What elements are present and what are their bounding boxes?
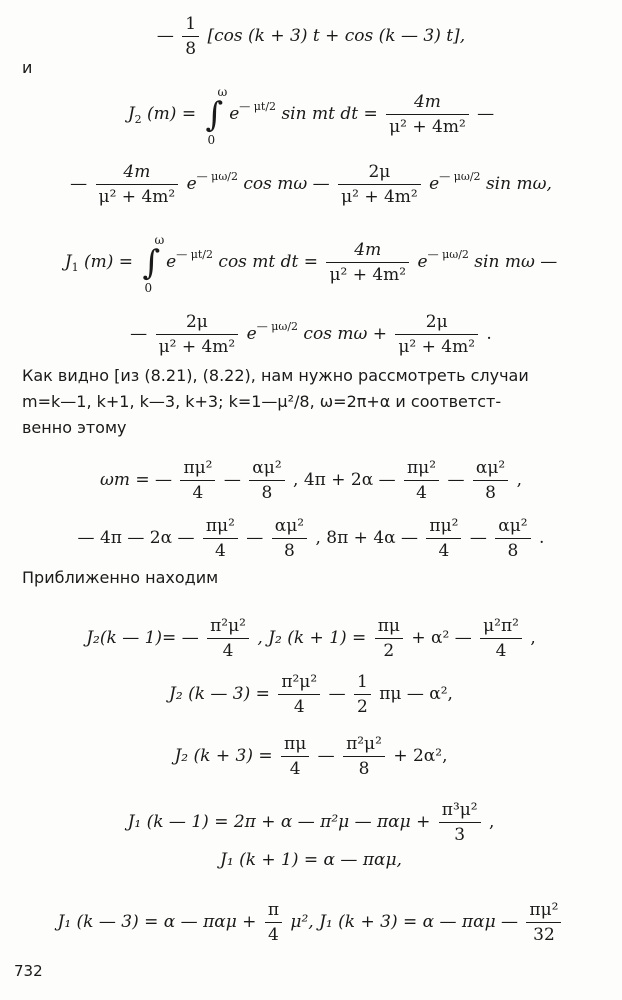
denominator: 4	[278, 694, 320, 717]
formula-j2-values	[0, 616, 622, 661]
numerator: πμ²	[429, 516, 459, 536]
numerator: π³μ²	[441, 800, 478, 820]
text: —	[471, 104, 495, 124]
fraction	[156, 312, 239, 357]
fraction	[182, 14, 199, 59]
denominator: 8	[272, 538, 307, 561]
fraction	[207, 616, 249, 661]
numerator: π	[267, 900, 280, 920]
text: sin mω,	[480, 174, 552, 194]
text: J₁ (k — 3) = α — παμ +	[57, 912, 262, 932]
fraction	[326, 240, 409, 285]
text: —	[442, 470, 470, 490]
denominator: μ² + 4m²	[338, 184, 421, 207]
text: e	[423, 174, 440, 194]
fraction	[375, 616, 403, 661]
numerator: πμ	[377, 616, 400, 636]
denominator: 4	[480, 638, 522, 661]
fraction	[272, 516, 307, 561]
numerator: αμ²	[252, 458, 282, 478]
text: ,	[524, 628, 536, 648]
text: .	[481, 324, 492, 344]
text: (m) =	[141, 104, 202, 124]
text: sin mt dt =	[276, 104, 384, 124]
numerator: π²μ²	[346, 734, 382, 754]
formula-cos-sum	[0, 14, 622, 59]
text: J₁ (k + 1) = α — παμ,	[220, 850, 402, 870]
fraction	[404, 458, 439, 503]
fraction	[473, 458, 508, 503]
exponent: — μω/2	[427, 248, 469, 261]
denominator: 8	[495, 538, 530, 561]
numerator: π²μ²	[210, 616, 246, 636]
text: J	[64, 252, 72, 272]
denominator: 2	[375, 638, 403, 661]
denominator: 4	[207, 638, 249, 661]
integral-sign: ∫ ω 0	[205, 84, 228, 147]
formula-j1-k-plus-1	[0, 850, 622, 870]
text: J₂(k — 1)= —	[86, 628, 205, 648]
numerator: 2μ	[368, 162, 391, 182]
text: —	[156, 26, 180, 46]
text: sin mω —	[468, 252, 558, 272]
denominator: μ² + 4m²	[395, 334, 478, 357]
text: — 4π — 2α —	[77, 528, 200, 548]
numerator: 2μ	[185, 312, 208, 332]
paragraph-line-2	[0, 392, 622, 412]
denominator: 3	[439, 822, 481, 845]
numerator: πμ²	[183, 458, 213, 478]
denominator: 4	[265, 922, 282, 945]
text: e	[166, 252, 177, 272]
fraction	[203, 516, 238, 561]
fraction	[281, 734, 309, 779]
numerator: αμ²	[475, 458, 506, 478]
text: —	[130, 324, 153, 344]
denominator: 8	[182, 36, 199, 59]
exponent: — μω/2	[439, 170, 481, 183]
text: m=k—1, k+1, k—3, k+3; k=1—μ²/8, ω=2π+α и соответст-	[22, 392, 502, 411]
text: J₂ (k — 3) =	[169, 684, 276, 704]
exponent: — μω/2	[196, 170, 238, 183]
fraction	[439, 800, 481, 845]
fraction	[265, 900, 282, 945]
denominator: 8	[249, 480, 284, 503]
fraction	[343, 734, 385, 779]
text: + 2α²,	[387, 746, 448, 766]
formula-j2-k-minus-3	[0, 672, 622, 717]
text: Приближенно находим	[22, 568, 219, 587]
denominator: 2	[354, 694, 371, 717]
text: , 4π + 2α —	[287, 470, 401, 490]
fraction	[354, 672, 371, 717]
conjunction	[0, 58, 622, 78]
lower-limit: 0	[144, 280, 153, 295]
fraction	[278, 672, 320, 717]
upper-limit: ω	[154, 232, 165, 247]
text: —	[464, 528, 493, 548]
denominator: 8	[473, 480, 508, 503]
denominator: 4	[180, 480, 215, 503]
fraction	[480, 616, 522, 661]
upper-limit: ω	[217, 84, 228, 99]
subscript: 2	[134, 113, 142, 126]
fraction	[395, 312, 478, 357]
text: J₁ (k — 1) = 2π + α — π²μ — παμ +	[127, 812, 436, 832]
fraction	[386, 92, 469, 137]
subscript: 1	[71, 261, 79, 274]
text: + α² —	[405, 628, 478, 648]
fraction	[180, 458, 215, 503]
numerator: αμ²	[274, 516, 305, 536]
text: и	[22, 58, 33, 77]
text: —	[218, 470, 247, 490]
numerator: αμ²	[498, 516, 528, 536]
denominator: 4	[203, 538, 238, 561]
text: , J₂ (k + 1) =	[251, 628, 372, 648]
text: , 8π + 4α —	[310, 528, 424, 548]
numerator: 4m	[354, 240, 382, 260]
text: μ², J₁ (k + 3) = α — παμ —	[285, 912, 524, 932]
formula-j2-integral	[0, 84, 622, 147]
denominator: 32	[526, 922, 561, 945]
text: —	[70, 174, 93, 194]
text: J	[127, 104, 135, 124]
numerator: πμ²	[407, 458, 437, 478]
formula-j1-result	[0, 312, 622, 357]
formula-j1-integral	[0, 232, 622, 295]
paragraph-line-1	[0, 366, 622, 386]
exponent: — μt/2	[239, 100, 277, 113]
numerator: πμ	[284, 734, 307, 754]
fraction	[426, 516, 461, 561]
lower-limit: 0	[207, 132, 216, 147]
numerator: 1	[185, 14, 197, 34]
page-number: 732	[14, 962, 43, 980]
numerator: πμ²	[529, 900, 559, 920]
fraction	[495, 516, 530, 561]
text: ωm = —	[99, 470, 178, 490]
text: e	[412, 252, 428, 272]
text: cos mt dt =	[213, 252, 324, 272]
formula-j1-k-minus-1	[0, 800, 622, 845]
numerator: 2μ	[425, 312, 448, 332]
exponent: — μω/2	[256, 320, 299, 333]
text: e	[229, 104, 240, 124]
denominator: 8	[343, 756, 385, 779]
denominator: μ² + 4m²	[156, 334, 239, 357]
text: —	[312, 746, 341, 766]
numerator: πμ²	[205, 516, 235, 536]
formula-j1-k-3	[0, 900, 622, 945]
denominator: 4	[281, 756, 309, 779]
fraction	[96, 162, 179, 207]
denominator: 4	[426, 538, 461, 561]
text: ,	[483, 812, 495, 832]
denominator: μ² + 4m²	[326, 262, 409, 285]
text: .	[533, 528, 545, 548]
text: —	[323, 684, 351, 704]
denominator: 4	[404, 480, 439, 503]
text: J₂ (k + 3) =	[174, 746, 279, 766]
numerator: 4m	[413, 92, 441, 112]
numerator: 4m	[123, 162, 151, 182]
formula-omega-m	[0, 458, 622, 503]
formula-j2-result	[0, 162, 622, 207]
text: венно этому	[22, 418, 127, 437]
paragraph-line-3	[0, 418, 622, 438]
numerator: π²μ²	[281, 672, 318, 692]
paragraph-approx	[0, 568, 622, 588]
formula-omega-m-2	[0, 516, 622, 561]
fraction	[338, 162, 421, 207]
numerator: 1	[356, 672, 368, 692]
text: ,	[511, 470, 523, 490]
text: cos mω —	[238, 174, 336, 194]
formula-j2-k-plus-3	[0, 734, 622, 779]
text: e	[241, 324, 257, 344]
fraction	[526, 900, 561, 945]
text: Как видно [из (8.21), (8.22), нам нужно рассмотреть случаи	[22, 366, 529, 385]
text: (m) =	[78, 252, 139, 272]
text: [cos (k + 3) t + cos (k — 3) t],	[202, 26, 466, 46]
denominator: μ² + 4m²	[386, 114, 469, 137]
text: cos mω +	[298, 324, 393, 344]
denominator: μ² + 4m²	[96, 184, 179, 207]
text: e	[181, 174, 197, 194]
numerator: μ²π²	[483, 616, 519, 636]
integral-sign: ∫ ω 0	[142, 232, 165, 295]
text: —	[240, 528, 269, 548]
exponent: — μt/2	[176, 248, 214, 261]
fraction	[249, 458, 284, 503]
text: πμ — α²,	[373, 684, 453, 704]
